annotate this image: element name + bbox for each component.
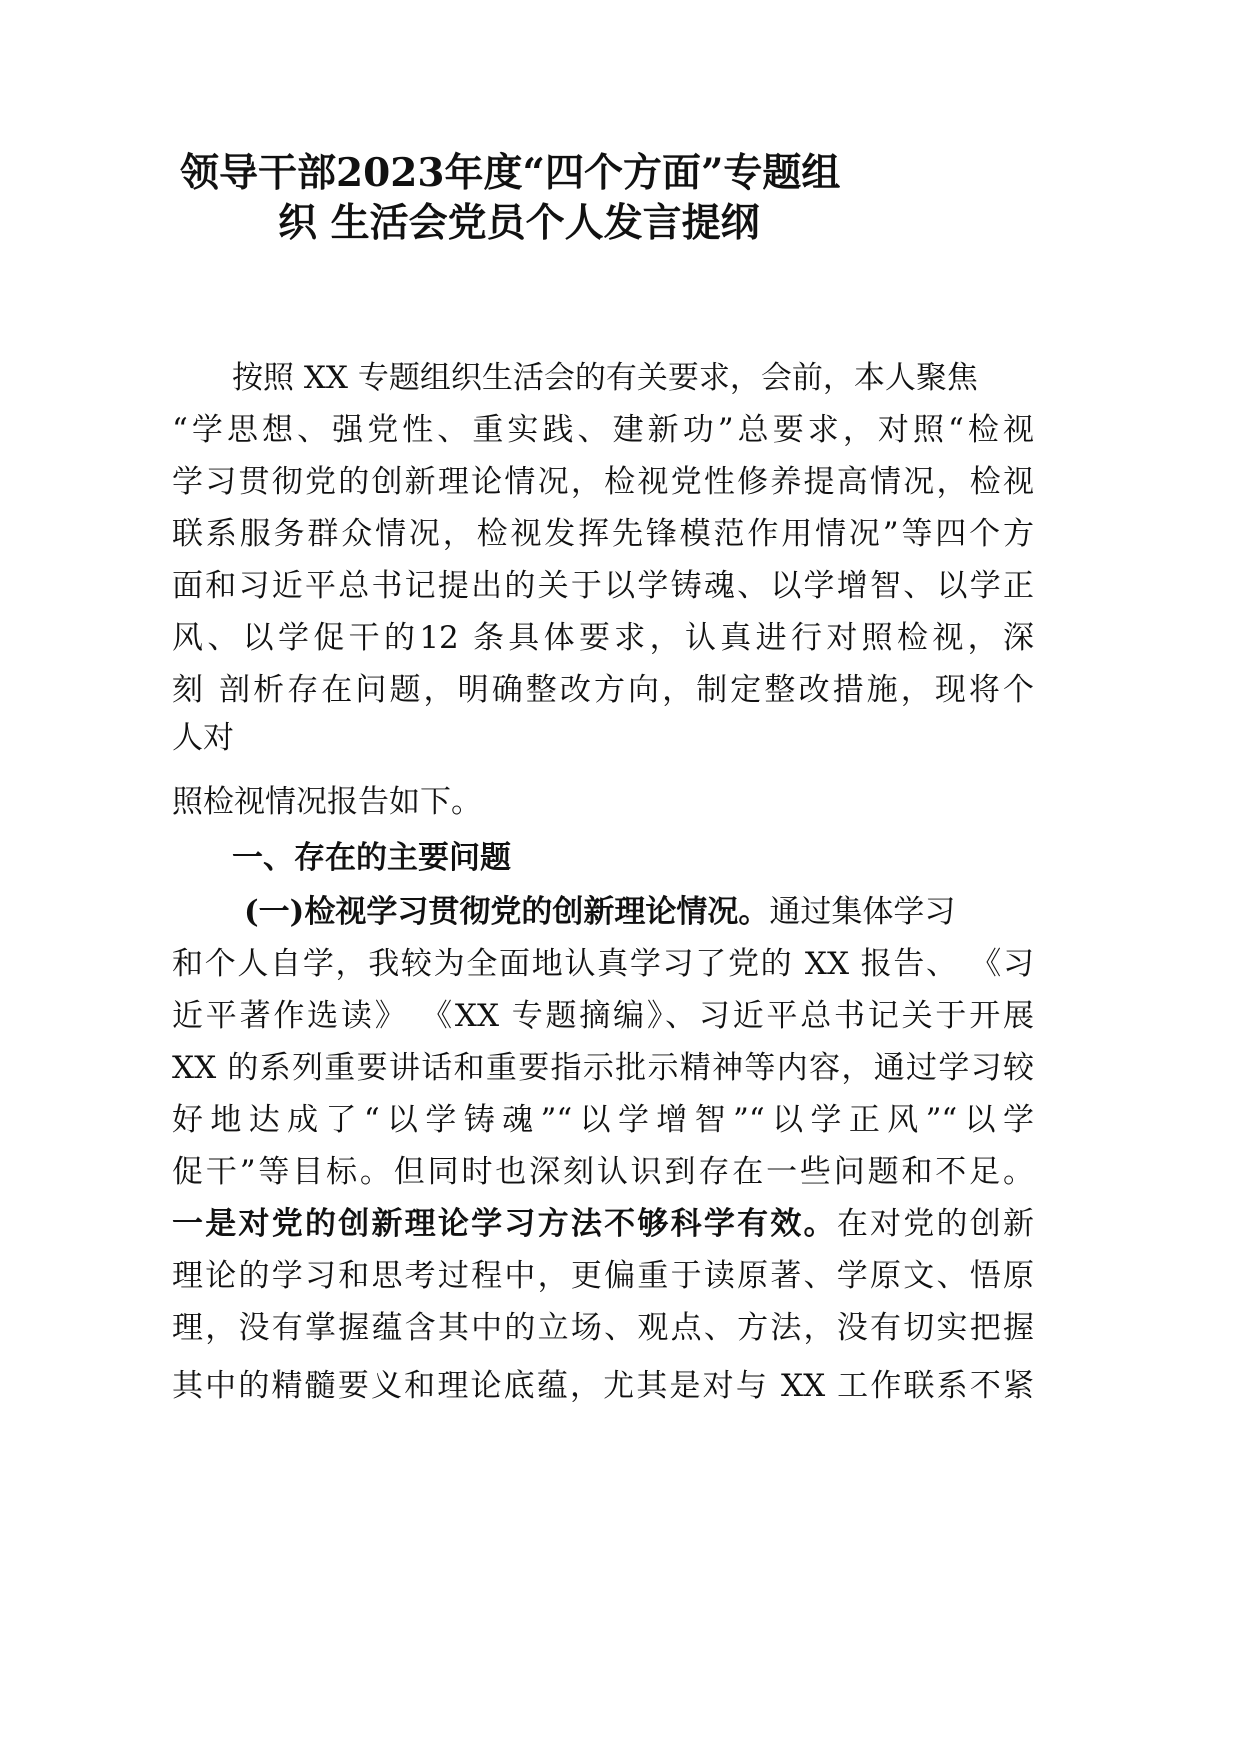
intro-line-6: 风、以学促干的12 条具体要求，认真进行对照检视，深 bbox=[172, 620, 1034, 656]
point-1-line-2: 理论的学习和思考过程中，更偏重于读原著、学原文、悟原 bbox=[172, 1258, 1034, 1294]
point-1-line-3: 理，没有掌握蕴含其中的立场、观点、方法，没有切实把握 bbox=[172, 1310, 1034, 1346]
subsection-1-first-line-rest: 通过集体学习 bbox=[769, 894, 956, 930]
point-1-first-line bbox=[172, 1204, 1034, 1244]
subsection-1-heading: (一)检视学习贯彻党的创新理论情况。 bbox=[244, 894, 770, 930]
intro-line-4: 联系服务群众情况，检视发挥先锋模范作用情况”等四个方 bbox=[172, 516, 1034, 552]
intro-line-9: 照检视情况报告如下。 bbox=[172, 784, 482, 820]
subsection-1-first-line bbox=[244, 892, 955, 932]
subsection-1-line-3: 近平著作选读》 《XX 专题摘编》、习近平总书记关于开展 bbox=[172, 998, 1034, 1034]
intro-line-1: 按照 XX 专题组织生活会的有关要求，会前，本人聚焦 bbox=[232, 360, 978, 396]
subsection-1-line-2: 和个人自学，我较为全面地认真学习了党的 XX 报告、 《习 bbox=[172, 946, 1034, 982]
section-heading-1: 一、存在的主要问题 bbox=[232, 840, 511, 876]
intro-line-5: 面和习近平总书记提出的关于以学铸魂、以学增智、以学正 bbox=[172, 568, 1034, 604]
point-1-first-line-rest: 在对党的创新 bbox=[836, 1206, 1035, 1242]
title-line-1: 领导干部2023年度“四个方面”专题组 bbox=[180, 150, 841, 196]
intro-line-2: “学思想、强党性、重实践、建新功”总要求，对照“检视 bbox=[172, 412, 1034, 448]
intro-line-8: 人对 bbox=[172, 720, 234, 756]
point-1-heading: 一是对党的创新理论学习方法不够科学有效。 bbox=[172, 1206, 837, 1242]
title-line-2: 织 生活会党员个人发言提纲 bbox=[278, 200, 760, 246]
point-1-line-4: 其中的精髓要义和理论底蕴，尤其是对与 XX 工作联系不紧 bbox=[172, 1368, 1034, 1404]
subsection-1-line-4: XX 的系列重要讲话和重要指示批示精神等内容，通过学习较 bbox=[172, 1050, 1034, 1086]
intro-line-7: 刻 剖析存在问题，明确整改方向，制定整改措施，现将个 bbox=[172, 672, 1034, 708]
subsection-1-line-5: 好地达成了“以学铸魂”“以学增智”“以学正风”“以学 bbox=[172, 1102, 1034, 1138]
intro-line-3: 学习贯彻党的创新理论情况，检视党性修养提高情况，检视 bbox=[172, 464, 1034, 500]
subsection-1-line-6: 促干”等目标。但同时也深刻认识到存在一些问题和不足。 bbox=[172, 1154, 1034, 1190]
